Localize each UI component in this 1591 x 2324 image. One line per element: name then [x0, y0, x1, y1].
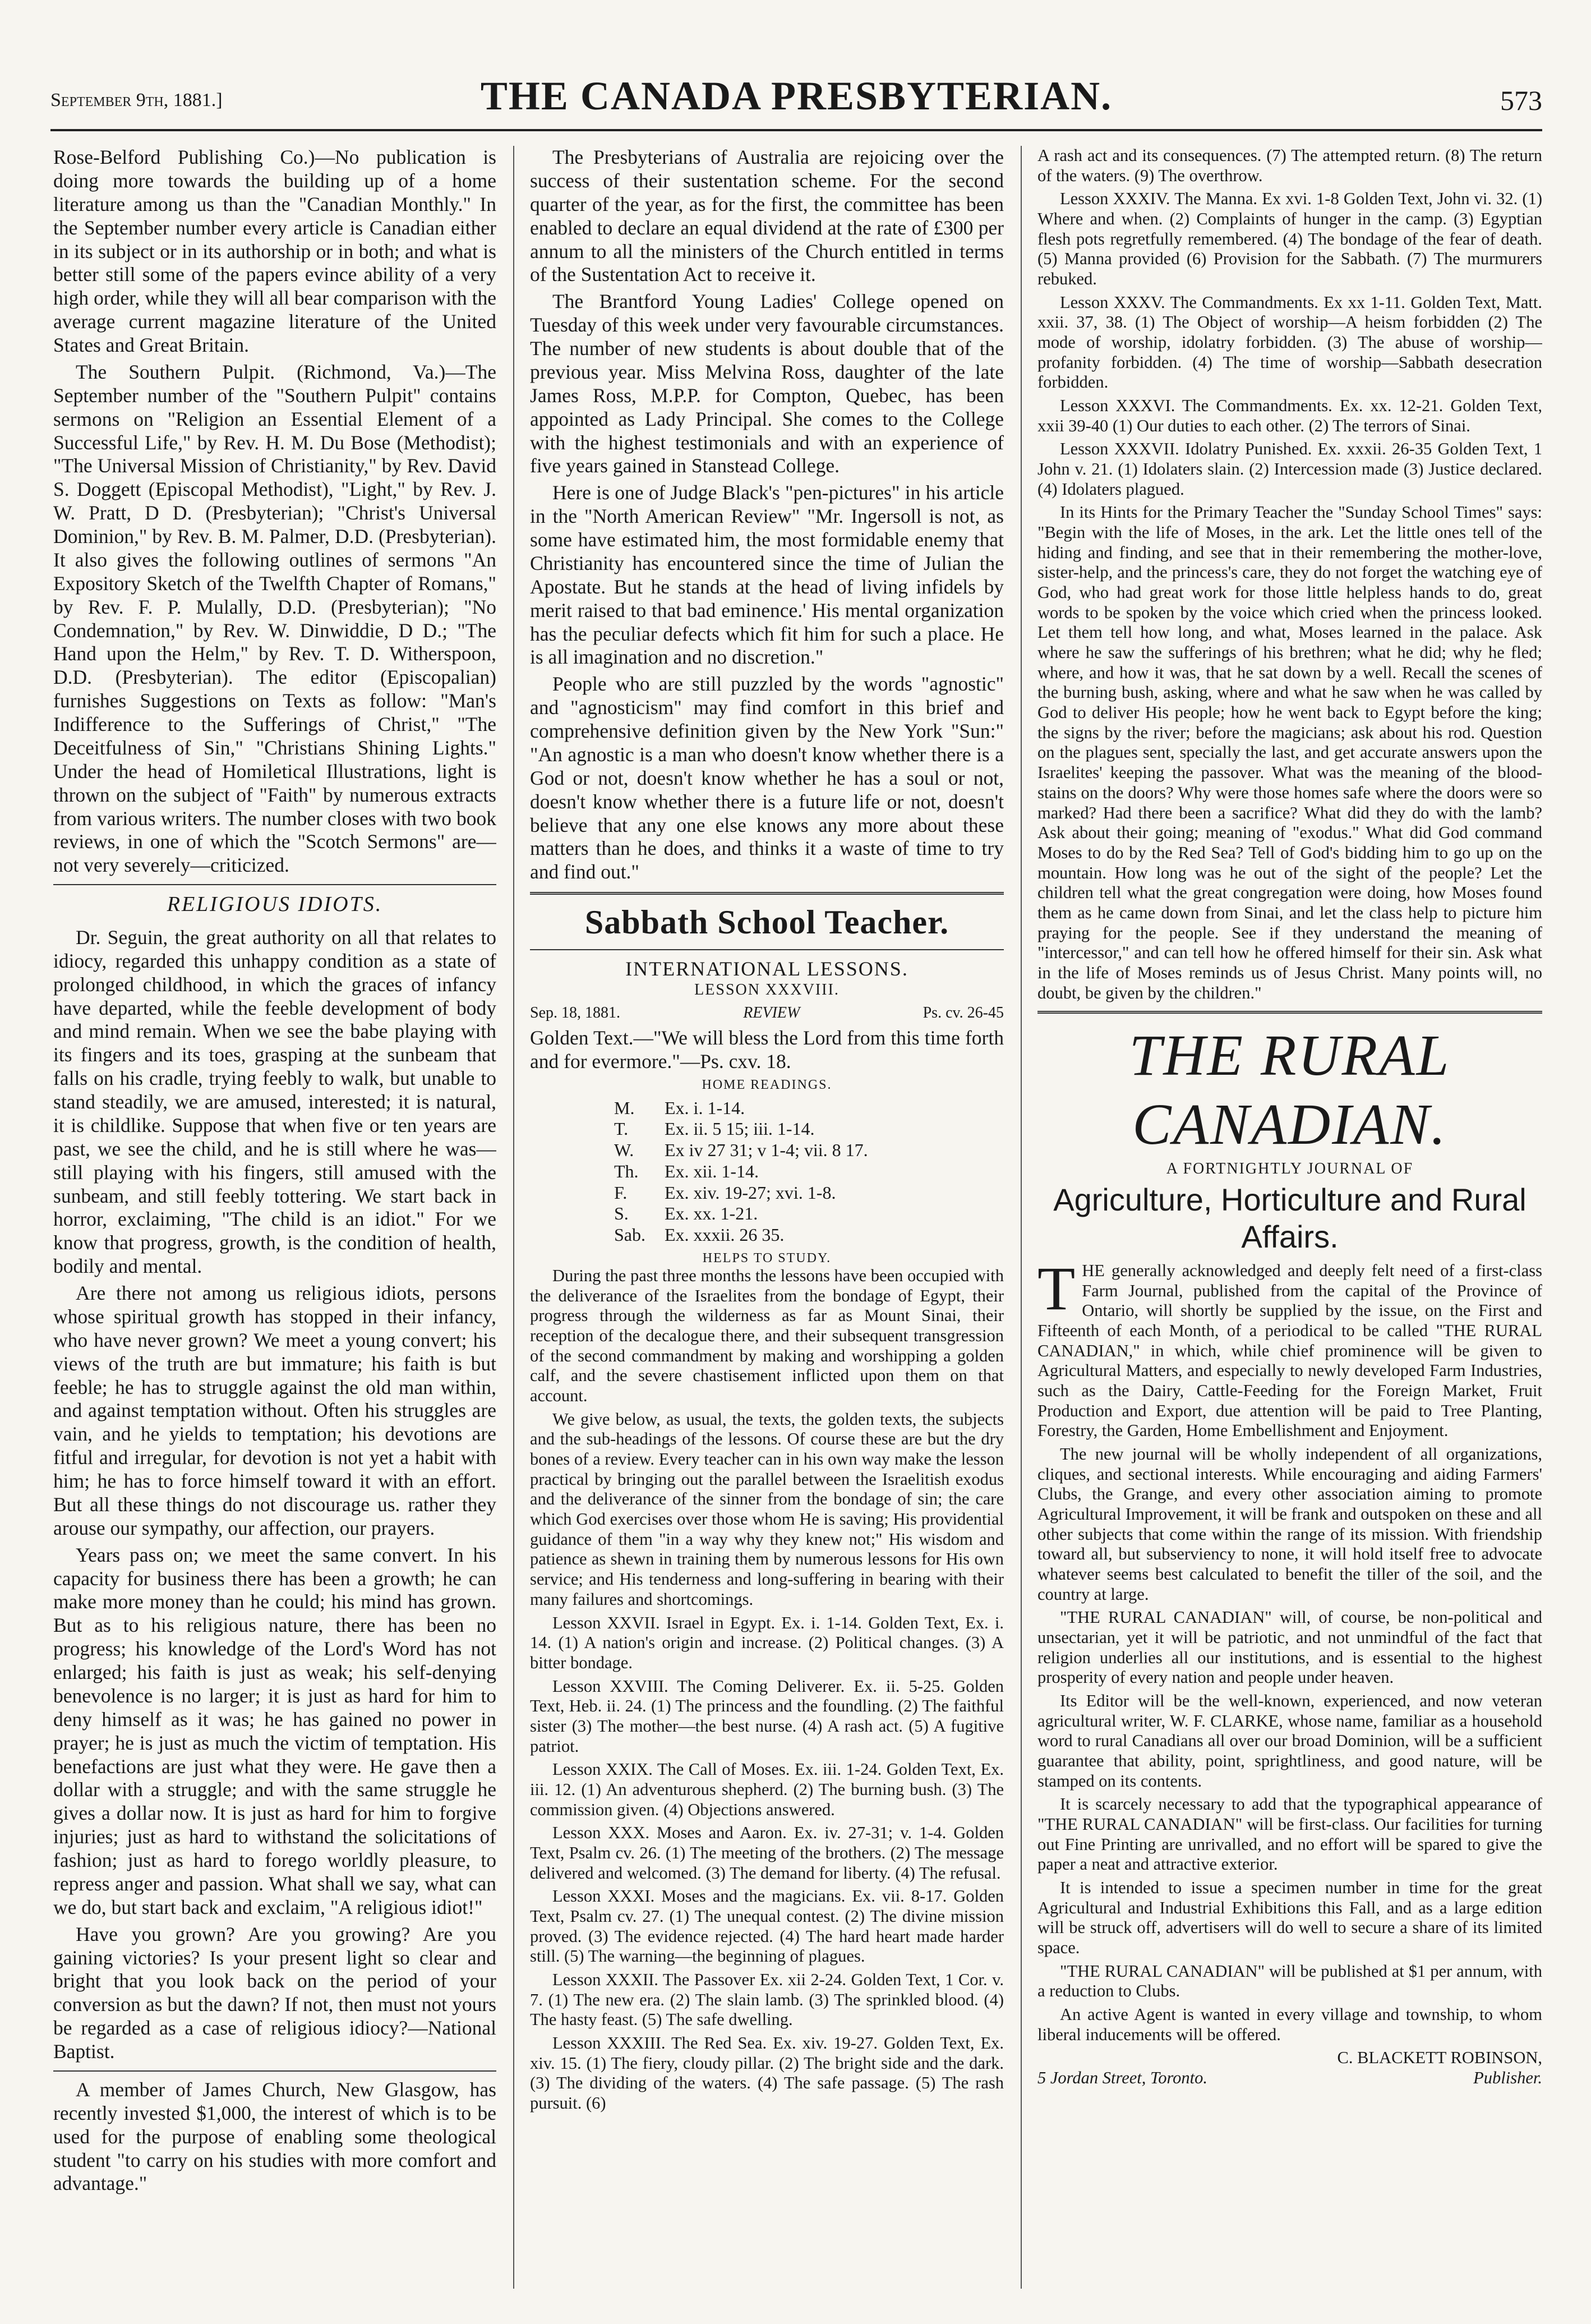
paragraph: "THE RURAL CANADIAN" will be published at $1 per annum, with a reduction to Clubs. — [1037, 1961, 1542, 2001]
list-item: Sab. Ex. xxxii. 26 35. — [614, 1225, 785, 1245]
page-header — [50, 73, 1542, 118]
paragraph: Rose-Belford Publishing Co.)—No publication is doing more towards the building up of a home literature among us than the "Canadian Monthly." In the September number every article is Canadian either in its subject or in its authorship or in both; and what is better still some of the papers evince ability of a very high order, while they will all bear comparison with the average current magazine literature of the United States and Great Britain. — [53, 146, 496, 356]
paragraph: We give below, as usual, the texts, the golden texts, the subjects and the sub-headings of the lessons. Of course these are but the dry bones of a review. Every teacher can in his own way make the lesson practical by bringing out the parallel between the Israelitish exodus and the deliverance of the sinner from the bondage of sin; the care which God exercises over those whom He is saving; His providential guidance of them "in a way why they knew not;" His wisdom and patience as shewn in training them by numerous lessons for His own service; and His tenderness and long-suffering in bearing with their many failures and shortcomings. — [530, 1409, 1004, 1609]
paragraph: It is scarcely necessary to add that the typographical appearance of "THE RURAL CANADIAN" will be first-class. Our facilities for turning out Fine Printing are unrivalled, and no effort will be spared to give the paper a neat and attractive exterior. — [1037, 1794, 1542, 1874]
divider — [53, 2070, 496, 2072]
divider — [1037, 1011, 1542, 1014]
divider — [53, 884, 496, 885]
paragraph: The Southern Pulpit. (Richmond, Va.)—The September number of the "Southern Pulpit" contains sermons on "Religion an Essential Element of a Successful Life," by Rev. H. M. Du Bose (Methodist); "The Universal Mission of Christianity," by Rev. David S. Doggett (Episcopal Methodist), "Light," by Rev. J. W. Pratt, D D. (Presbyterian); "Christ's Universal Dominion," by Rev. B. M. Palmer, D.D. (Presbyterian). It also gives the following outlines of sermons "An Expository Sketch of the Twelfth Chapter of Romans," by Rev. F. P. Mulally, D.D. (Presbyterian); "No Condemnation," by Rev. W. Dinwiddie, D D.; "The Hand upon the Helm," by Rev. T. D. Witherspoon, D.D. (Presbyterian). The editor (Episcopalian) furnishes Suggestions on Texts as follow: "Man's Indifference to the Sufferings of Christ," "The Deceitfulness of Sin," "Christians Shining Lights." Under the head of Homiletical Illustrations, light is thrown on the subject of "Faith" by numerous extracts from various writers. The number closes with two book reviews, in one of which the "Scotch Sermons" are—not very severely—criticized. — [53, 360, 496, 877]
lesson-meta — [530, 1004, 1004, 1022]
paragraph: In its Hints for the Primary Teacher the "Sunday School Times" says: "Begin with the life of Moses, in the ark. Let the little ones tell of the hiding and finding, and see that in their remembering the mother-love, sister-help, and the princess's care, they do not forget the watching eye of God, who had great work for those little helpless hands to do, great words to be spoken by the voice which cried when the princess looked. Let them tell how long, and what, Moses learned in the palace. Ask where he saw the sufferings of his brethren; what he did; why he fled; where, and how it was, that he sat down by a well. Recall the scenes of the burning bush, asking, where and what he saw when he was called by God to deliver His people; how he went back to Egypt before the king; the signs by the river; before the magicians; ask about his rod. Question on the plagues sent, specially the last, and get accurate answers upon the Israelites' keeping the passover. What was the meaning of the blood-stains on the doors? Why were those homes safe where the doors were so marked? Had there been a sacrifice? What did they do with the lamb? Ask about their going; meaning of "exodus." What did God command Moses to do by the Red Sea? Tell of God's bidding him to go up on the mountain. How long was he out of the sight of the people? Let the children tell what the great congregation were doing, how Moses found them as he came down from Sinai, and let the class help to picture him praying for the people. See if they understand the meaning of "intercessor," and can tell how he offered himself for their sin. Ask what in the life of Moses reminds us of Jesus Christ. Many points will, no doubt, be given by the children." — [1037, 503, 1542, 1002]
lesson-summary: Lesson XXXI. Moses and the magicians. Ex. vii. 8-17. Golden Text, Psalm cv. 27. (1) The unequal contest. (2) The divine mission proved. (3) The evidence rejected. (4) The hard heart made harder still. (5) The warning—the beginning of plagues. — [530, 1886, 1004, 1966]
paragraph: Years pass on; we meet the same convert. In his capacity for business there has been a growth; he can make more money than he could; his mind has grown. But as to his religious nature, there has been no progress; his knowledge of the Lord's Word has not enlarged; his faith is just as weak; his self-denying benevolence is no larger; it is just as hard for him to deny himself as it was; he has gained no power in prayer; he is just as much the victim of temptation. His benefactions are just what they were. He gave then a dollar with a struggle; and with the same struggle he gives a dollar now. It is just as hard for him to forgive injuries; just as hard to withstand the solicitations of fashion; just as hard to forego worldly pleasure, to repress anger and passion. What shall we say, what can we do, but start back and exclaim, "A religious idiot!" — [53, 1543, 496, 1918]
publisher-signature — [1037, 2068, 1542, 2088]
advert-subtitle: A FORTNIGHTLY JOURNAL OF — [1166, 1159, 1414, 1177]
lesson-review: REVIEW — [743, 1004, 800, 1022]
list-item: M. Ex. i. 1-14. — [614, 1097, 745, 1118]
header-rule — [50, 129, 1542, 131]
lesson-summary: Lesson XXIX. The Call of Moses. Ex. iii. 1-24. Golden Text, Ex. iii. 12. (1) An adventurous shepherd. (2) The burning bush. (3) The commission given. (4) Objections answered. — [530, 1760, 1004, 1819]
paragraph: During the past three months the lessons have been occupied with the deliverance of the Israelites from the bondage of Egypt, their progress through the wilderness as far as Mount Sinai, their reception of the decalogue there, and their subsequent transgression of the second commandment by making and worshipping a golden calf, and the severe chastisement inflicted upon them on that account. — [530, 1266, 1004, 1406]
paragraph: People who are still puzzled by the words "agnostic" and "agnosticism" may find comfort in this brief and comprehensive definition given by the New York "Sun:" "An agnostic is a man who doesn't know whether there is a God or not, doesn't know whether he has a soul or not, doesn't know whether there is a future life or not, doesn't believe that any one else knows any more about these matters than he does, and thinks it a waste of time to try and find out." — [530, 673, 1004, 883]
lesson-summary: Lesson XXVIII. The Coming Deliverer. Ex. ii. 5-25. Golden Text, Heb. ii. 24. (1) The princess and the foundling. (2) The faithful sister (3) The mother—the best nurse. (4) A rash act. (5) A fugitive patriot. — [530, 1676, 1004, 1756]
paragraph: Are there not among us religious idiots, persons whose spiritual growth has stopped in their infancy, who have never grown? We meet a young convert; his views of the truth are but immature; his faith is but feeble; he has to struggle against the old man within, and against temptation without. Often his struggles are vain, and he yields to temptation; his devotions are fitful and irregular, for devotion is not yet a habit with him; he has to force himself toward it with an effort. But all these things do not discourage us. rather they arouse our sympathy, our affection, our prayers. — [53, 1282, 496, 1539]
page-number: 573 — [1500, 85, 1542, 116]
list-item: Th. Ex. xii. 1-14. — [614, 1161, 759, 1181]
paragraph: An active Agent is wanted in every village and township, to whom liberal inducements will be offered. — [1037, 2005, 1542, 2044]
publisher-role: Publisher. — [1473, 2068, 1542, 2088]
paragraph: Its Editor will be the well-known, experienced, and now veteran agricultural writer, W. F. CLARKE, whose name, familiar as a household word to rural Canadians all over our broad Dominion, will be a sufficient guarantee that ability, point, sprightliness, and good nature, will be stamped on its contents. — [1037, 1691, 1542, 1791]
lessons-title: INTERNATIONAL LESSONS. — [625, 957, 909, 980]
helps-to-study — [530, 1266, 1004, 2114]
golden-text: Golden Text.—"We will bless the Lord from this time forth and for evermore."—Ps. cxv. 18. — [530, 1027, 1004, 1073]
column-divider — [1021, 146, 1022, 2289]
paragraph: THE generally acknowledged and deeply felt need of a first-class Farm Journal, published from the capital of the Province of Ontario, will shortly be supplied by the issue, on the First and Fifteenth of each Month, of a periodical to be called "THE RURAL CANADIAN," in which, while chief prominence will be given to Agricultural Matters, and especially to newly developed Farm Industries, such as the Dairy, Cattle-Feeding for the Foreign Market, Fruit Production and Export, due attention will be paid to Tree Planting, Forestry, the Garden, Home Embellishment and Enjoyment. — [1037, 1254, 1542, 1441]
lesson-summary: Lesson XXVII. Israel in Egypt. Ex. i. 1-14. Golden Text, Ex. i. 14. (1) A nation's origin and increase. (2) Political changes. (3) A bitter bondage. — [530, 1613, 1004, 1672]
paragraph: The new journal will be wholly independent of all organizations, cliques, and sectional interests. While encouraging and aiding Farmers' Clubs, the Grange, and every other association aiming to promote Agricultural Improvement, it will be frank and outspoken on these and all other subjects that come within the range of its mission. With friendship toward all, but subserviency to none, it will hold itself free to advocate whatever seems best calculated to benefit the tiller of the soil, and the country at large. — [1037, 1444, 1542, 1604]
advert-headline: Agriculture, Horticulture and Rural Affairs. — [1053, 1181, 1527, 1254]
lesson-summary: Lesson XXXII. The Passover Ex. xii 2-24. Golden Text, 1 Cor. v. 7. (1) The new era. (2) The slain lamb. (3) The sprinkled blood. (4) The hasty feast. (5) The safe dwelling. — [530, 1969, 1004, 2030]
helps-title: HELPS TO STUDY. — [702, 1250, 832, 1265]
paragraph: A member of James Church, New Glasgow, has recently invested $1,000, the interest of which is to be used for the purpose of enabling some theological student "to carry on his studies with more comfort and advantage." — [53, 2078, 496, 2195]
advert-body — [1037, 1254, 1542, 2088]
lesson-summary: Lesson XXXVII. Idolatry Punished. Ex. xxxii. 26-35 Golden Text, 1 John v. 21. (1) Idolaters slain. (2) Intercession made (3) Justice declared. (4) Idolaters plagued. — [1037, 439, 1542, 499]
section-title: RELIGIOUS IDIOTS. — [167, 892, 383, 917]
home-readings-title: HOME READINGS. — [702, 1078, 832, 1093]
lesson-date: Sep. 18, 1881. — [530, 1004, 620, 1022]
section-heading: Sabbath School Teacher. — [584, 904, 949, 941]
list-item: W. Ex iv 27 31; v 1-4; vii. 8 17. — [614, 1140, 868, 1161]
column-1 — [53, 146, 496, 2300]
advert-title: THE RURAL CANADIAN. — [1129, 1023, 1451, 1157]
paragraph: Have you grown? Are you growing? Are you gaining victories? Is your present light so clear and bright that you look back on the period of your conversion as but the dawn? If not, then must not yours be regarded as a case of religious idiocy?—National Baptist. — [53, 1922, 496, 2063]
list-item: S. Ex. xx. 1-21. — [614, 1203, 758, 1224]
publisher-name: C. BLACKETT ROBINSON, — [1337, 2048, 1542, 2068]
paragraph: Dr. Seguin, the great authority on all that relates to idiocy, regarded this unhappy condition as a state of prolonged childhood, in which the graces of infancy have departed, while the feeble development of body and mind remain. When we see the babe playing with its fingers and its toes, grasping at the sunbeam that falls on his cradle, trying feebly to walk, but unable to stand steadily, we are amused, interested; it is natural, it is childlike. Suppose that when five or ten years are past, we see the child, and he is still where he was—still playing with his fingers, still amused with the sunbeam, and still feebly tottering. We start back in horror, exclaiming, "The child is an idiot." For we know that progress, growth, is the condition of health, bodily and mental. — [53, 926, 496, 1278]
lesson-reference: Ps. cv. 26-45 — [923, 1004, 1004, 1022]
lesson-summary: Lesson XXXIII. The Red Sea. Ex. xiv. 19-27. Golden Text, Ex. xiv. 15. (1) The fiery, cloudy pillar. (2) The bright side and the dark. (3) The dividing of the waters. (4) The safe passage. (5) The rash pursuit. (6) — [530, 2033, 1004, 2113]
lesson-continuation — [1037, 146, 1542, 1003]
paragraph: It is intended to issue a specimen number in time for the great Agricultural and Industrial Exhibitions this Fall, and as a large edition will be struck off, advertisers will do well to secure a share of its limited space. — [1037, 1878, 1542, 1958]
list-item: F. Ex. xiv. 19-27; xvi. 1-8. — [614, 1182, 836, 1203]
column-divider — [513, 146, 514, 2289]
header-date: September 9th, 1881.] — [50, 90, 223, 111]
list-item: T. Ex. ii. 5 15; iii. 1-14. — [614, 1119, 815, 1139]
column-2 — [530, 146, 1004, 2300]
lesson-summary: Lesson XXXVI. The Commandments. Ex. xx. 12-21. Golden Text, xxii 39-40 (1) Our duties to each other. (2) The terrors of Sinai. — [1037, 396, 1542, 435]
drop-cap: T — [1037, 1254, 1076, 1323]
column-3 — [1037, 146, 1542, 2300]
lesson-summary: Lesson XXX. Moses and Aaron. Ex. iv. 27-31; v. 1-4. Golden Text, Psalm cv. 26. (1) The meeting of the brothers. (2) The message delivered and welcomed. (3) The demand for liberty. (4) The refusal. — [530, 1823, 1004, 1883]
lesson-summary: Lesson XXXV. The Commandments. Ex xx 1-11. Golden Text, Matt. xxii. 37, 38. (1) The Object of worship—A heism forbidden (2) The mode of worship, idolatry forbidden. (3) The abuse of worship—profanity forbidden. (4) The time of worship—Sabbath desecration forbidden. — [1037, 292, 1542, 392]
home-readings-list — [614, 1098, 1004, 1246]
paragraph: "THE RURAL CANADIAN" will, of course, be non-political and unsectarian, yet it will be patriotic, and not unmindful of the fact that religion underlies all our institutions, and is essential to the highest prosperity of every nation and people under heaven. — [1037, 1608, 1542, 1687]
divider — [530, 892, 1004, 895]
paragraph: A rash act and its consequences. (7) The attempted return. (8) The return of the waters. (9) The overthrow. — [1037, 146, 1542, 185]
paragraph: Here is one of Judge Black's "pen-pictures" in his article in the "North American Review" "Mr. Ingersoll is not, as some have estimated him, the most formidable enemy that Christianity has encountered since the time of Julian the Apostate. But he stands at the head of living infidels by merit raised to that bad eminence.' His mental organization has the peculiar defects which fit him for such a place. He is all imagination and no discretion." — [530, 481, 1004, 669]
divider — [530, 949, 1004, 950]
paragraph: The Brantford Young Ladies' College opened on Tuesday of this week under very favourable circumstances. The number of new students is about double that of the previous year. Miss Melvina Ross, daughter of the late James Ross, M.P.P. for Compton, Quebec, has been appointed as Lady Principal. She comes to the College with the highest testimonials and with an experience of five years gained in Stanstead College. — [530, 290, 1004, 477]
lesson-summary: Lesson XXXIV. The Manna. Ex xvi. 1-8 Golden Text, John vi. 32. (1) Where and when. (2) Complaints of hunger in the camp. (3) Egyptian flesh pots regretfully remembered. (4) The bondage of the fear of death. (5) Manna provided (6) Provision for the Sabbath. (7) The murmurers rebuked. — [1037, 189, 1542, 289]
paragraph: The Presbyterians of Australia are rejoicing over the success of their sustentation scheme. For the second quarter of the year, as for the first, the committee has been enabled to declare an equal dividend at the rate of £300 per annum to all the ministers of the Church entitled in terms of the Sustentation Act to receive it. — [530, 146, 1004, 286]
masthead-title: THE CANADA PRESBYTERIAN. — [480, 73, 1113, 118]
lesson-number: LESSON XXXVIII. — [694, 981, 840, 999]
publisher-address: 5 Jordan Street, Toronto. — [1037, 2068, 1208, 2088]
